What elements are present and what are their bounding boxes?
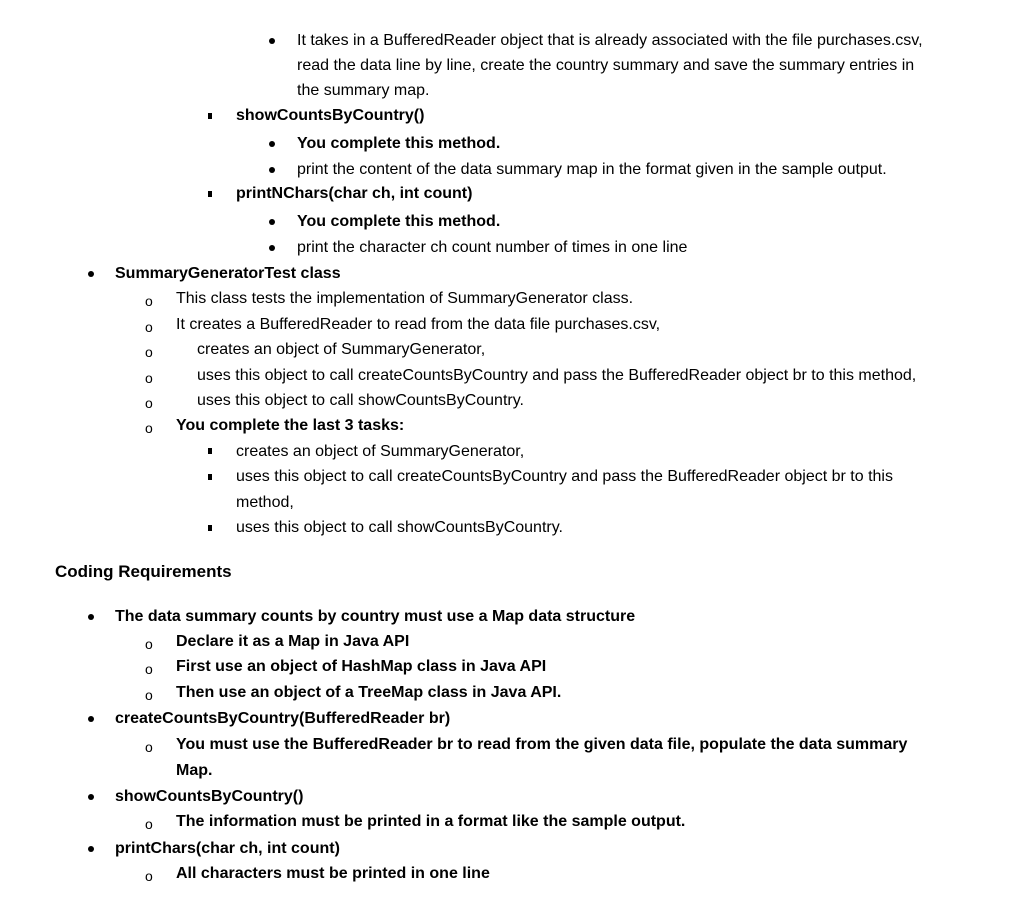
list-item: You complete the last 3 tasks: [176,417,405,434]
requirement-item: The information must be printed in a format like the sample output. [176,813,686,830]
bullet-dot [88,271,94,277]
bullet-o: o [145,395,153,411]
list-item: It creates a BufferedReader to read from the data file purchases.csv, [176,316,661,333]
bullet-o: o [145,636,153,652]
bullet-o: o [145,370,153,386]
task-item: method, [236,494,294,511]
bullet-square [208,474,212,480]
bullet-square [208,448,212,454]
bullet-dot [88,794,94,800]
requirement-heading: printChars(char ch, int count) [115,840,340,857]
requirement-item: Map. [176,762,213,779]
method-heading: showCountsByCountry() [236,107,425,124]
bullet-o: o [145,344,153,360]
bullet-dot [269,167,275,173]
bullet-o: o [145,319,153,335]
desc-line: read the data line by line, create the country summary and save the summary entries in [297,57,915,74]
bullet-o: o [145,816,153,832]
bullet-o: o [145,661,153,677]
bullet-dot [269,141,275,147]
bullet-dot [88,716,94,722]
list-item: creates an object of SummaryGenerator, [197,341,486,358]
requirement-item: Then use an object of a TreeMap class in Java API. [176,684,562,701]
bullet-square [208,191,212,197]
class-heading: SummaryGeneratorTest class [115,265,341,282]
section-heading: Coding Requirements [55,562,232,581]
list-item: uses this object to call showCountsByCountry. [197,392,524,409]
bullet-o: o [145,687,153,703]
list-item: You complete this method. [297,135,501,152]
bullet-square [208,525,212,531]
desc-line: It takes in a BufferedReader object that is already associated with the file purchases.csv, [297,32,923,49]
bullet-o: o [145,293,153,309]
requirement-item: Declare it as a Map in Java API [176,633,410,650]
requirement-item: All characters must be printed in one line [176,865,490,882]
bullet-square [208,113,212,119]
requirement-heading: showCountsByCountry() [115,788,304,805]
bullet-dot [269,38,275,44]
requirement-item: You must use the BufferedReader br to read from the given data file, populate the data summary [176,736,908,753]
requirement-heading: createCountsByCountry(BufferedReader br) [115,710,451,727]
bullet-dot [269,219,275,225]
list-item: uses this object to call createCountsByCountry and pass the BufferedReader object br to this method, [197,367,917,384]
requirement-item: First use an object of HashMap class in Java API [176,658,547,675]
bullet-o: o [145,868,153,884]
list-item: This class tests the implementation of SummaryGenerator class. [176,290,634,307]
bullet-o: o [145,739,153,755]
desc-line: the summary map. [297,82,430,99]
list-item: print the content of the data summary map in the format given in the sample output. [297,161,887,178]
list-item: print the character ch count number of times in one line [297,239,688,256]
task-item: creates an object of SummaryGenerator, [236,443,525,460]
list-item: You complete this method. [297,213,501,230]
task-item: uses this object to call showCountsByCountry. [236,519,563,536]
task-item: uses this object to call createCountsByCountry and pass the BufferedReader object br to this [236,468,893,485]
bullet-dot [88,846,94,852]
method-heading: printNChars(char ch, int count) [236,185,473,202]
bullet-dot [88,614,94,620]
bullet-o: o [145,420,153,436]
bullet-dot [269,245,275,251]
requirement-heading: The data summary counts by country must use a Map data structure [115,608,636,625]
